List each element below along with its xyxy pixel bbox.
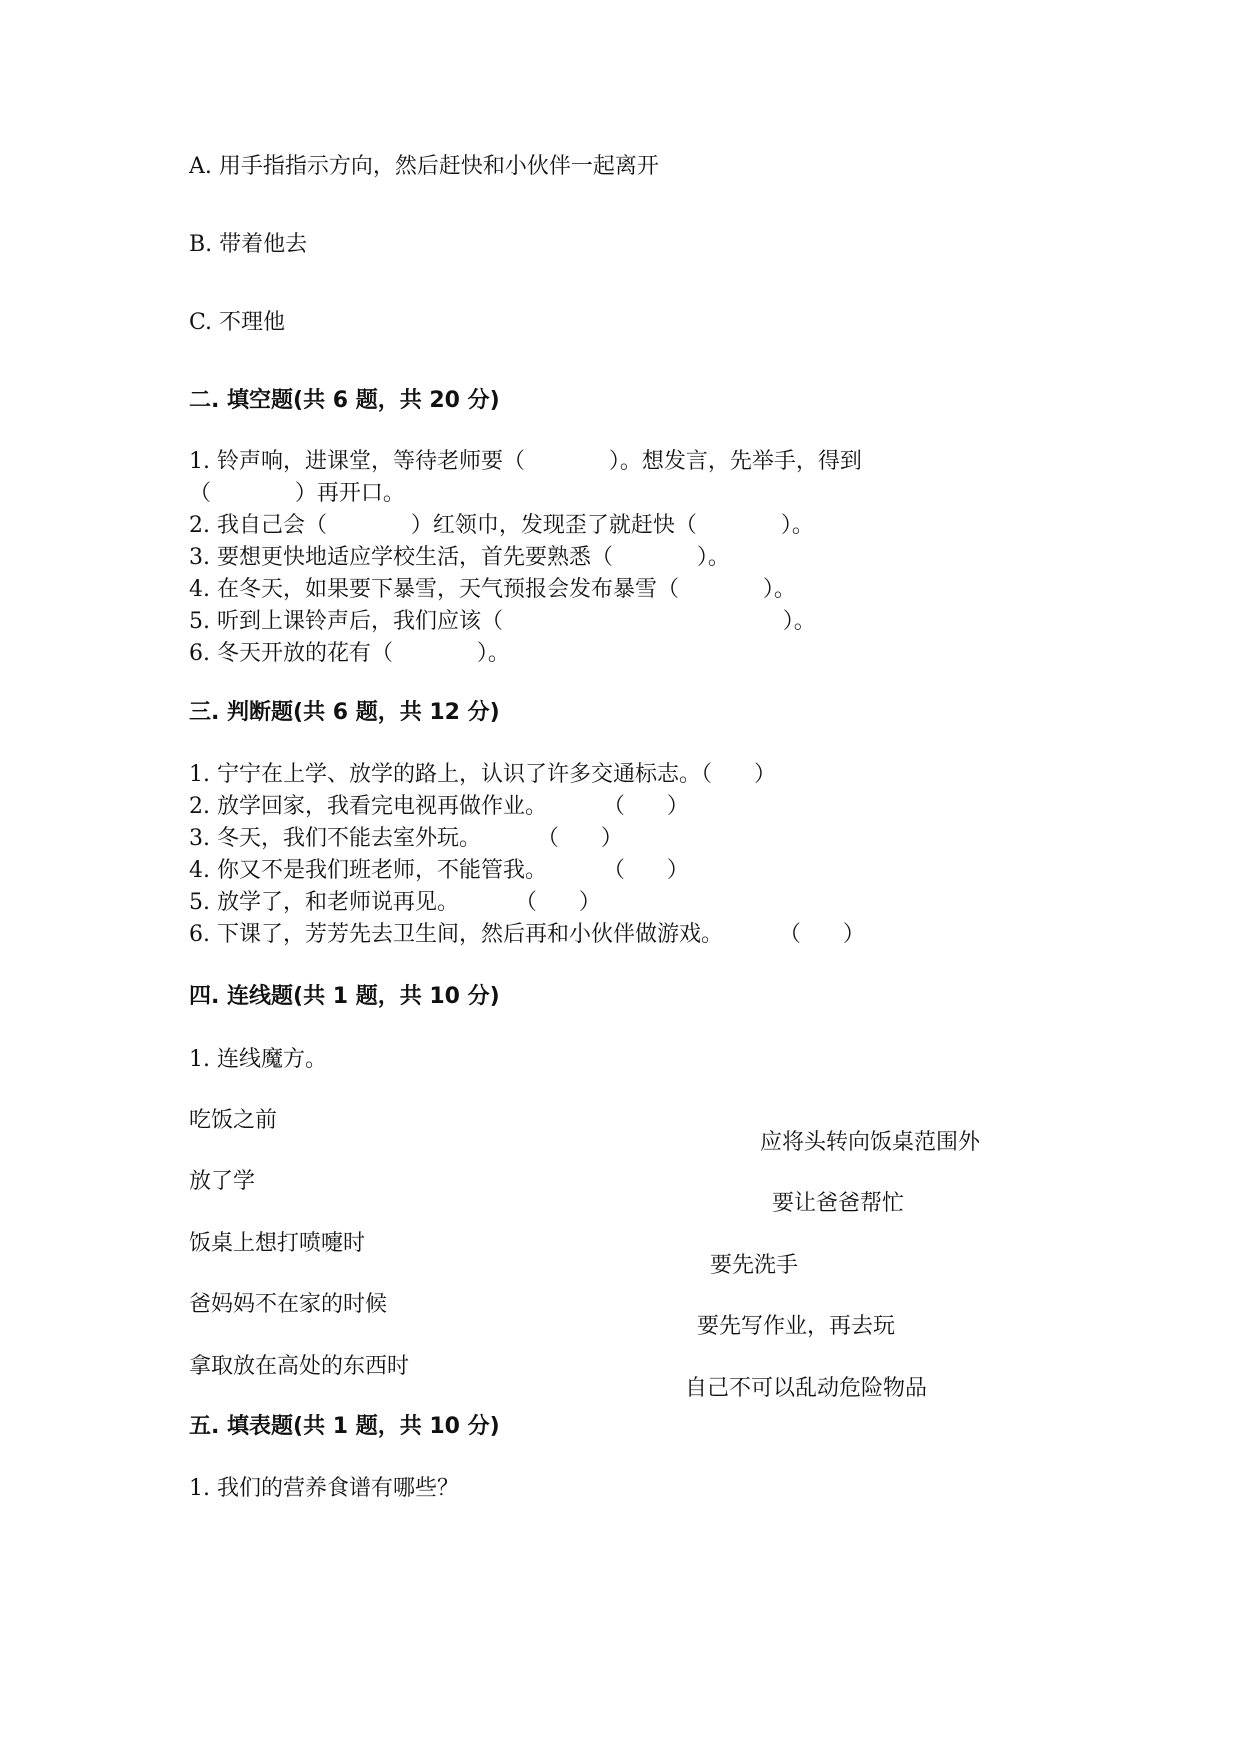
judge-question-6: 6. 下课了，芳芳先去卫生间，然后再和小伙伴做游戏。 （ ） (189, 922, 865, 947)
section-title-matching: 四. 连线题(共 1 题，共 10 分) (189, 984, 500, 1009)
table-prompt: 1. 我们的营养食谱有哪些？ (189, 1476, 459, 1501)
judge-question-1: 1. 宁宁在上学、放学的路上，认识了许多交通标志。（ ） (189, 762, 776, 787)
fill-question-5: 5. 听到上课铃声后，我们应该（ ）。 (189, 609, 816, 634)
option-c: C. 不理他 (189, 310, 286, 335)
matching-prompt: 1. 连线魔方。 (189, 1047, 327, 1072)
fill-question-2: 2. 我自己会（ ）红领巾，发现歪了就赶快（ ）。 (189, 513, 814, 538)
matching-right-item: 要先写作业，再去玩 (697, 1314, 896, 1339)
matching-left-item: 放了学 (189, 1169, 256, 1194)
option-a: A. 用手指指示方向，然后赶快和小伙伴一起离开 (189, 154, 659, 179)
matching-left-item: 爸妈妈不在家的时候 (189, 1292, 388, 1317)
matching-right-item: 要先洗手 (710, 1253, 799, 1278)
section-title-fill-blank: 二. 填空题(共 6 题，共 20 分) (189, 388, 500, 413)
fill-question-3: 3. 要想更快地适应学校生活，首先要熟悉（ ）。 (189, 545, 730, 570)
matching-right-item: 自己不可以乱动危险物品 (685, 1376, 928, 1401)
matching-left-item: 拿取放在高处的东西时 (189, 1354, 410, 1379)
judge-question-5: 5. 放学了，和老师说再见。 （ ） (189, 890, 601, 915)
section-title-table: 五. 填表题(共 1 题，共 10 分) (189, 1414, 500, 1439)
judge-question-4: 4. 你又不是我们班老师，不能管我。 （ ） (189, 858, 689, 883)
matching-right-item: 要让爸爸帮忙 (772, 1191, 905, 1216)
fill-question-6: 6. 冬天开放的花有（ ）。 (189, 641, 510, 666)
fill-question-4: 4. 在冬天，如果要下暴雪，天气预报会发布暴雪（ ）。 (189, 577, 796, 602)
matching-right-item: 应将头转向饭桌范围外 (760, 1130, 981, 1155)
section-title-judgement: 三. 判断题(共 6 题，共 12 分) (189, 700, 500, 725)
option-b: B. 带着他去 (189, 232, 308, 257)
fill-question-1-line-1: 1. 铃声响，进课堂，等待老师要（ ）。想发言，先举手，得到 (189, 449, 862, 474)
matching-left-item: 吃饭之前 (189, 1108, 278, 1133)
fill-question-1-line-2: （ ）再开口。 (189, 481, 405, 506)
matching-left-item: 饭桌上想打喷嚏时 (189, 1231, 366, 1256)
judge-question-2: 2. 放学回家，我看完电视再做作业。 （ ） (189, 794, 689, 819)
judge-question-3: 3. 冬天，我们不能去室外玩。 （ ） (189, 826, 623, 851)
